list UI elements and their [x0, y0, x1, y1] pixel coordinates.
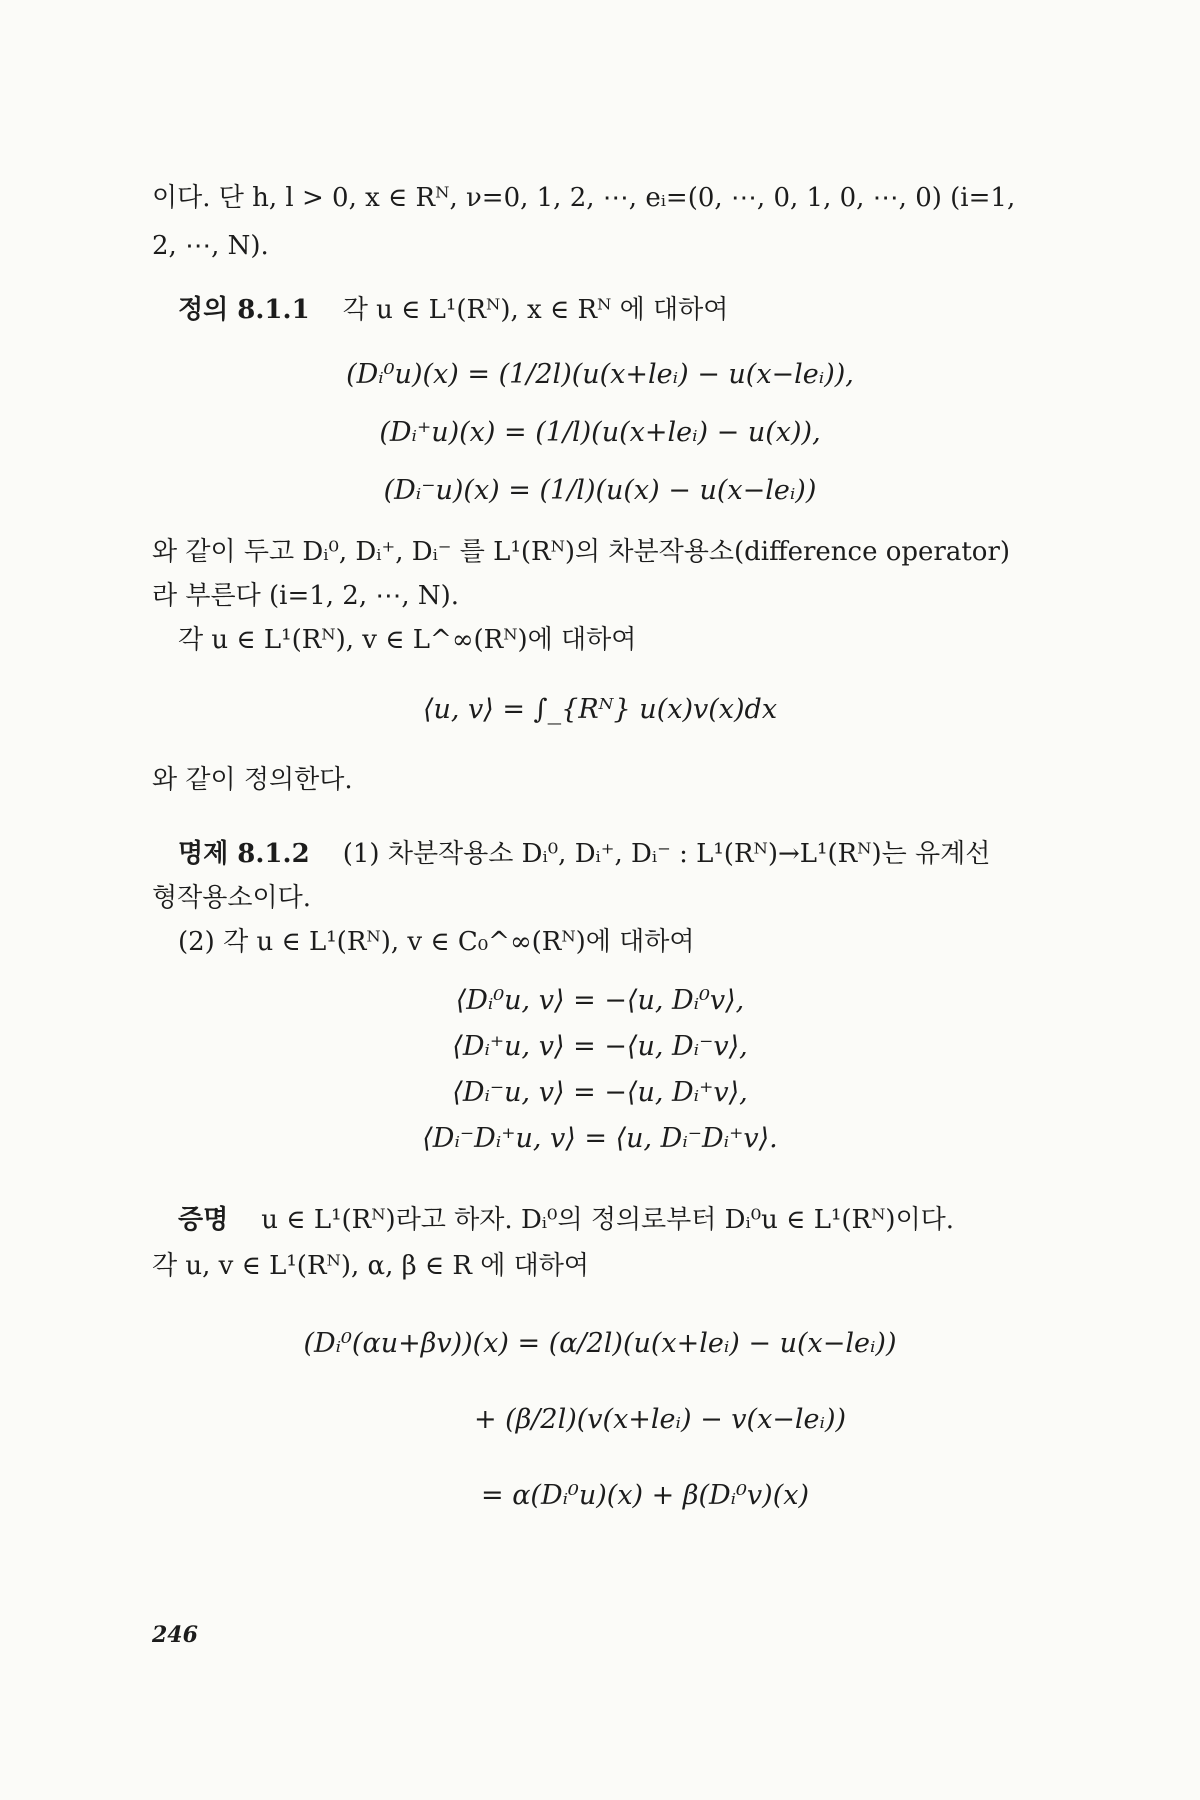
definition-closing: 와 같이 정의한다.: [152, 765, 353, 795]
proof-line-2: 각 u, v ∈ L¹(Rᴺ), α, β ∈ R 에 대하여: [152, 1251, 589, 1281]
definition-eq-1: (Dᵢ⁰u)(x) = (1/2l)(u(x+leᵢ) − u(x−leᵢ)),: [346, 359, 854, 390]
definition-pair-text: 각 u ∈ L¹(Rᴺ), v ∈ L^∞(Rᴺ)에 대하여: [178, 625, 637, 655]
proof-eq-1: (Dᵢ⁰(αu+βv))(x) = (α/2l)(u(x+leᵢ) − u(x−leᵢ)): [303, 1328, 897, 1359]
proposition-equations: [0, 978, 1200, 1162]
intro-line-2: 2, ⋯, N).: [152, 231, 269, 261]
page-number: 246: [152, 1622, 198, 1648]
proposition-eq-3: ⟨Dᵢ⁻u, v⟩ = −⟨u, Dᵢ⁺v⟩,: [452, 1077, 748, 1108]
proposition-eq-1: ⟨Dᵢ⁰u, v⟩ = −⟨u, Dᵢ⁰v⟩,: [455, 985, 745, 1016]
proof-equations: [0, 1306, 1200, 1534]
proposition-eq-4: ⟨Dᵢ⁻Dᵢ⁺u, v⟩ = ⟨u, Dᵢ⁻Dᵢ⁺v⟩.: [422, 1123, 778, 1154]
proof-eq-3: = α(Dᵢ⁰u)(x) + β(Dᵢ⁰v)(x): [480, 1480, 809, 1511]
definition-heading: [178, 290, 728, 330]
proof-line-1: u ∈ L¹(Rᴺ)라고 하자. Dᵢ⁰의 정의로부터 Dᵢ⁰u ∈ L¹(Rᴺ)이다.: [261, 1205, 955, 1235]
definition-label: 정의 8.1.1: [178, 295, 310, 325]
proof-heading: [178, 1200, 954, 1240]
definition-eq-3: (Dᵢ⁻u)(x) = (1/l)(u(x) − u(x−leᵢ)): [383, 475, 817, 506]
inner-product-equation: ⟨u, v⟩ = ∫_{Rᴺ} u(x)v(x)dx: [422, 694, 778, 725]
proposition-label: 명제 8.1.2: [178, 839, 310, 869]
proposition-line-3: (2) 각 u ∈ L¹(Rᴺ), v ∈ C₀^∞(Rᴺ)에 대하여: [178, 927, 695, 957]
proposition-heading: [178, 834, 990, 874]
definition-after-1: 와 같이 두고 Dᵢ⁰, Dᵢ⁺, Dᵢ⁻ 를 L¹(Rᴺ)의 차분작용소(difference operator): [152, 537, 1011, 567]
proof-label: 증명: [178, 1205, 229, 1235]
proof-eq-2: + (β/2l)(v(x+leᵢ) − v(x−leᵢ)): [473, 1404, 847, 1435]
proposition-line-1: (1) 차분작용소 Dᵢ⁰, Dᵢ⁺, Dᵢ⁻ : L¹(Rᴺ)→L¹(Rᴺ)는 유계선: [342, 839, 991, 869]
definition-eq-2: (Dᵢ⁺u)(x) = (1/l)(u(x+leᵢ) − u(x)),: [379, 417, 821, 448]
definition-equations: [0, 346, 1200, 520]
definition-text: 각 u ∈ L¹(Rᴺ), x ∈ Rᴺ 에 대하여: [342, 295, 729, 325]
definition-after-2: 라 부른다 (i=1, 2, ⋯, N).: [152, 581, 460, 611]
intro-line-1: 이다. 단 h, l > 0, x ∈ Rᴺ, ν=0, 1, 2, ⋯, eᵢ=(0, ⋯, 0, 1, 0, ⋯, 0) (i=1,: [152, 183, 1016, 213]
proposition-line-2: 형작용소이다.: [152, 883, 311, 913]
proposition-eq-2: ⟨Dᵢ⁺u, v⟩ = −⟨u, Dᵢ⁻v⟩,: [452, 1031, 748, 1062]
